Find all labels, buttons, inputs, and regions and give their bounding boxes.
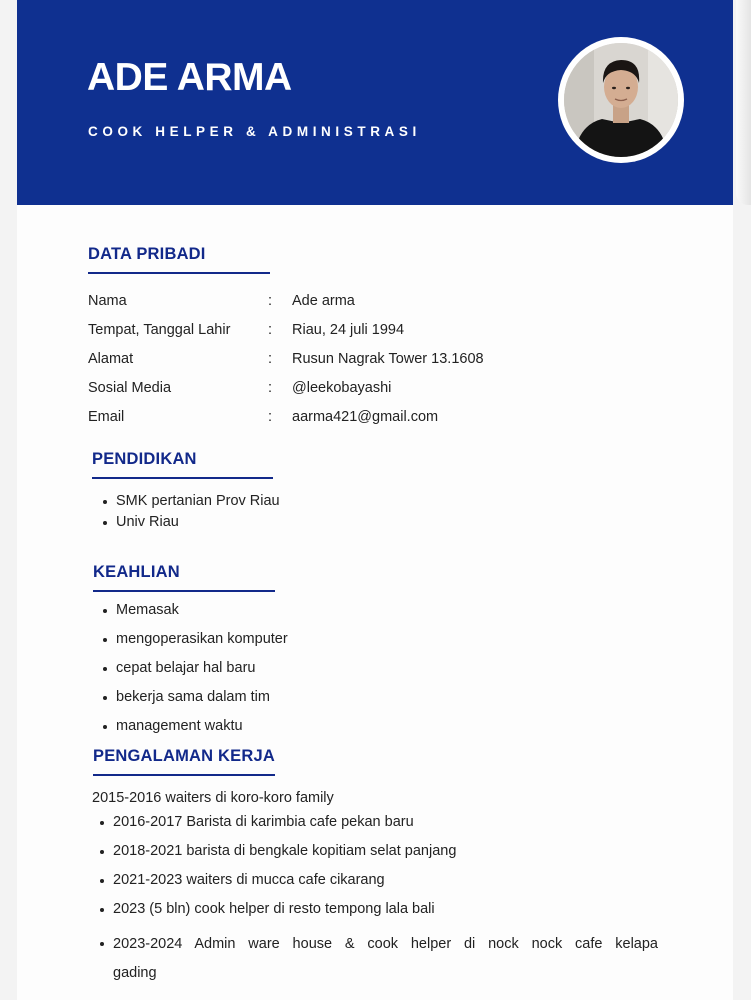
candidate-name: ADE ARMA: [87, 56, 292, 99]
row-separator: :: [268, 293, 273, 309]
list-item-text: cepat belajar hal baru: [116, 660, 256, 676]
section-title-keahlian: KEAHLIAN: [93, 563, 180, 581]
section-underline: [93, 590, 275, 592]
section-title-pengalaman-kerja: PENGALAMAN KERJA: [93, 747, 275, 765]
section-underline: [88, 272, 270, 274]
list-item-text: mengoperasikan komputer: [116, 631, 288, 647]
list-item-continuation: gading: [113, 965, 157, 981]
list-item-text: SMK pertanian Prov Riau: [116, 493, 280, 509]
candidate-job-title: COOK HELPER & ADMINISTRASI: [88, 124, 421, 139]
section-title-data-pribadi: DATA PRIBADI: [88, 245, 206, 263]
bullet-icon: [103, 725, 107, 729]
profile-photo: [564, 43, 678, 157]
row-value: @leekobayashi: [292, 380, 392, 396]
row-label: Tempat, Tanggal Lahir: [88, 322, 231, 338]
bullet-icon: [103, 500, 107, 504]
row-label: Email: [88, 409, 125, 425]
page-edge-shadow: [736, 0, 751, 205]
bullet-icon: [100, 942, 104, 946]
section-title-pendidikan: PENDIDIKAN: [92, 450, 197, 468]
bullet-icon: [100, 879, 104, 883]
bullet-icon: [100, 908, 104, 912]
bullet-icon: [103, 521, 107, 525]
row-separator: :: [268, 322, 273, 338]
list-item-text: 2018-2021 barista di bengkale kopitiam selat panjang: [113, 843, 457, 859]
bullet-icon: [100, 850, 104, 854]
list-item-text: bekerja sama dalam tim: [116, 689, 270, 705]
bullet-icon: [103, 609, 107, 613]
list-item: [113, 930, 658, 959]
bullet-icon: [103, 638, 107, 642]
section-underline: [93, 774, 275, 776]
list-item-text: 2016-2017 Barista di karimbia cafe pekan baru: [113, 814, 414, 830]
row-label: Nama: [88, 293, 127, 309]
profile-photo-frame: [558, 37, 684, 163]
experience-intro: 2015-2016 waiters di koro-koro family: [92, 790, 334, 806]
list-item-text: 2023 (5 bln) cook helper di resto tempong lala bali: [113, 901, 435, 917]
list-item-text: Memasak: [116, 602, 179, 618]
resume-header: [17, 0, 733, 205]
bullet-icon: [100, 821, 104, 825]
row-separator: :: [268, 351, 273, 367]
row-value: Rusun Nagrak Tower 13.1608: [292, 351, 484, 367]
list-item-text: Univ Riau: [116, 514, 179, 530]
row-label: Sosial Media: [88, 380, 172, 396]
bullet-icon: [103, 696, 107, 700]
section-underline: [92, 477, 273, 479]
row-value: Ade arma: [292, 293, 355, 309]
list-item-text: management waktu: [116, 718, 243, 734]
resume-page: [17, 0, 733, 1000]
row-value: aarma421@gmail.com: [292, 409, 439, 425]
list-item-text: 2021-2023 waiters di mucca cafe cikarang: [113, 872, 385, 888]
row-label: Alamat: [88, 351, 134, 367]
row-value: Riau, 24 juli 1994: [292, 322, 405, 338]
row-separator: :: [268, 380, 273, 396]
bullet-icon: [103, 667, 107, 671]
list-item-text: 2023-2024 Admin ware house & cook helper di nock nock cafe kelapa: [113, 936, 658, 952]
row-separator: :: [268, 409, 273, 425]
